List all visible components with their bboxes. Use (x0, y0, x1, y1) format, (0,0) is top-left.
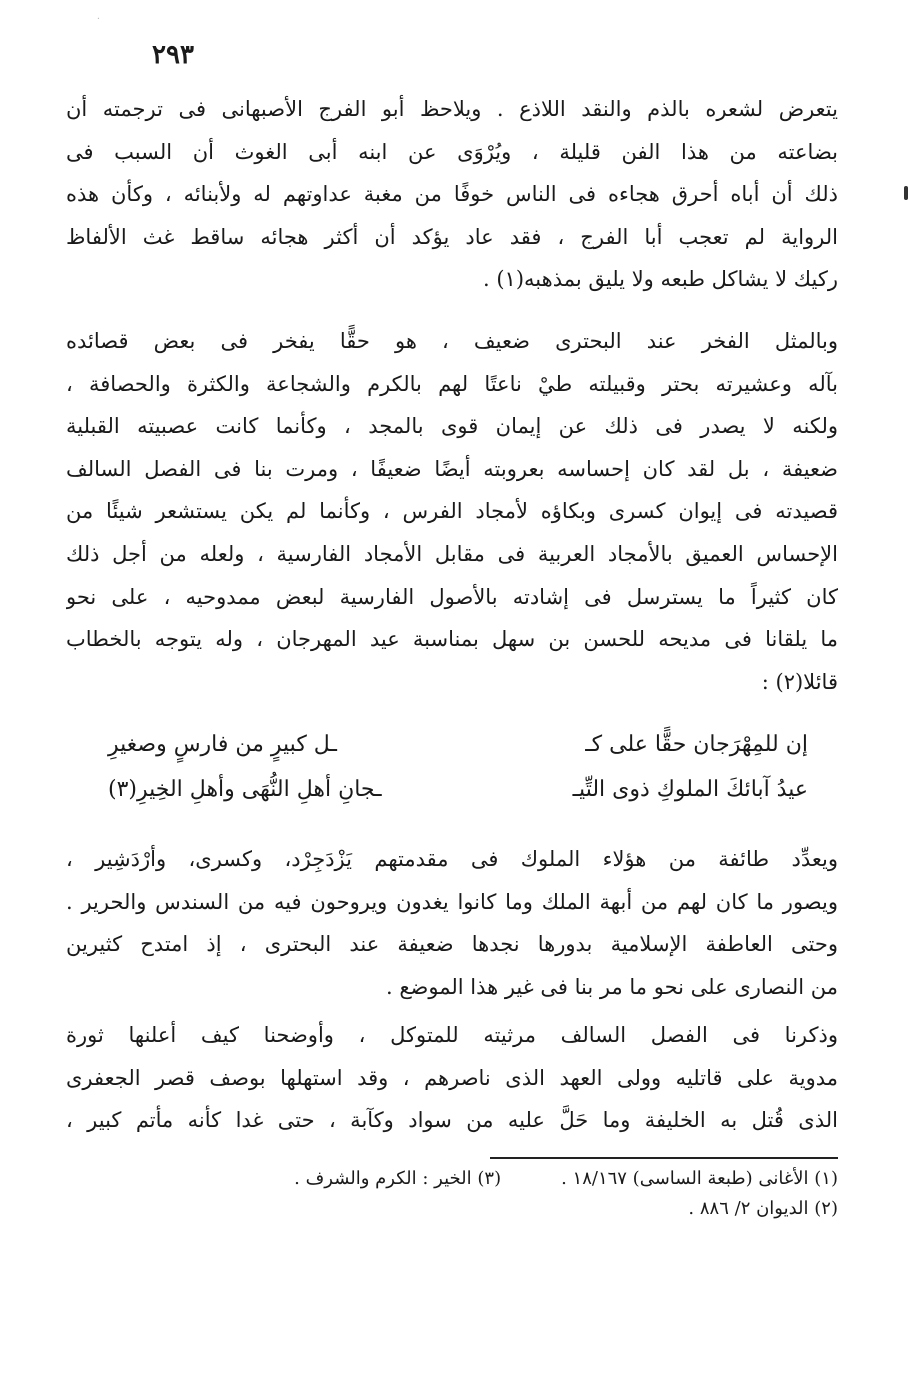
verse-hemistich-first: إن للمِهْرَجان حقًّا على كـ (585, 732, 808, 757)
footnote-2: (٢) الديوان ٢/ ٨٨٦ . (688, 1198, 838, 1219)
verse-line (108, 767, 808, 812)
text-line: قائلا(٢) : (761, 669, 838, 694)
text-line: ما يلقانا فى مديحه للحسن بن سهل بمناسبة عيد المهرجان ، وله يتوجه بالخطاب (66, 627, 838, 652)
text-line: الرواية لم تعجب أبا الفرج ، فقد عاد يؤكد أن أكثر هجائه ساقط غث الألفاظ (66, 224, 838, 249)
poem-verse (108, 722, 808, 812)
text-line: بآله وعشيرته بحتر وقبيلته طيْ ناعتًا لهم بالكرم والشجاعة والكثرة والحصافة ، (66, 371, 838, 396)
text-line: وبالمثل الفخر عند البحترى ضعيف ، هو حقًّا يفخر فى بعض قصائده (66, 329, 838, 353)
text-line: وحتى العاطفة الإسلامية بدورها نجدها ضعيفة عند البحترى ، إذ امتدح كثيرين (66, 932, 838, 957)
footnote-3: (٣) الخير : الكرم والشرف . (294, 1168, 502, 1189)
paragraph-1 (66, 88, 838, 301)
text-line: ضعيفة ، بل لقد كان إحساسه بعروبته أيضًا ضعيفًا ، ومرت بنا فى الفصل السالف (66, 456, 838, 481)
verse-line (108, 722, 808, 767)
verse-hemistich-second: ـل كبيرٍ من فارسٍ وصغيرِ (108, 732, 337, 757)
footnote-divider (490, 1157, 838, 1159)
text-line: ذلك أن أباه أحرق هجاءه فى الناس خوفًا من مغبة عداوتهم له ولأبنائه ، وكأن هذه (66, 182, 838, 207)
paragraph-4 (66, 1014, 838, 1142)
footnote-row (158, 1164, 838, 1194)
text-line: ويصور ما كان لهم من أبهة الملك وما كانوا يغدون ويروحون فيه من السندس والحرير . (66, 889, 838, 914)
page-edge-mark (904, 186, 908, 200)
page-number: ٢٩٣ (152, 40, 194, 70)
footnote-1: (١) الأغانى (طبعة الساسى) ١٨/١٦٧ . (561, 1168, 838, 1189)
text-line: ويعدِّد طائفة من هؤلاء الملوك فى مقدمتهم يَزْدَجِرْد، وكسرى، وأرْدَشِير ، (66, 847, 838, 871)
text-line: بضاعته من هذا الفن قليلة ، ويُرْوَى عن ابنه أبى الغوث أن السبب فى (66, 139, 838, 164)
paragraph-3 (66, 838, 838, 1008)
text-line: كان كثيراً ما يسترسل فى إشادته بالأصول الفارسية لبعض ممدوحيه ، على نحو (66, 584, 838, 609)
footnote-row (158, 1194, 838, 1224)
text-line: من النصارى على نحو ما مر بنا فى غير هذا الموضع . (385, 974, 838, 999)
footnotes (158, 1164, 838, 1224)
text-line: مدوية على قاتليه وولى العهد الذى ناصرهم ، وقد استهلها بوصف قصر الجعفرى (66, 1065, 838, 1090)
text-line: يتعرض لشعره بالذم والنقد اللاذع . ويلاحظ أبو الفرج الأصبهانى فى ترجمته أن (66, 97, 838, 121)
scan-artifact: · (96, 14, 100, 25)
text-line: ولكنه لا يصدر فى ذلك عن إيمان قوى بالمجد ، وكأنما كانت عصبيته القبلية (66, 414, 838, 439)
verse-hemistich-second: ـجانِ أهلِ النُّهَى وأهلِ الخِيرِ(٣) (108, 777, 382, 802)
paragraph-2 (66, 320, 838, 703)
text-line: وذكرنا فى الفصل السالف مرثيته للمتوكل ، وأوضحنا كيف أعلنها ثورة (66, 1023, 838, 1047)
text-line: قصيدته فى إيوان كسرى وبكاؤه لأمجاد الفرس ، وكأنما لم يكن يستشعر شيئًا من (66, 499, 838, 524)
text-line: الإحساس العميق بالأمجاد العربية فى مقابل الأمجاد الفارسية ، ولعله من أجل ذلك (66, 541, 838, 566)
text-line: الذى قُتل به الخليفة وما حَلَّ عليه من سواد وكآبة ، حتى غدا كأنه مأتم كبير ، (66, 1108, 838, 1133)
verse-hemistich-first: عيدُ آبائكَ الملوكِ ذوى التِّيـ (572, 777, 808, 802)
text-line: ركيك لا يشاكل طبعه ولا يليق بمذهبه(١) . (483, 267, 838, 292)
